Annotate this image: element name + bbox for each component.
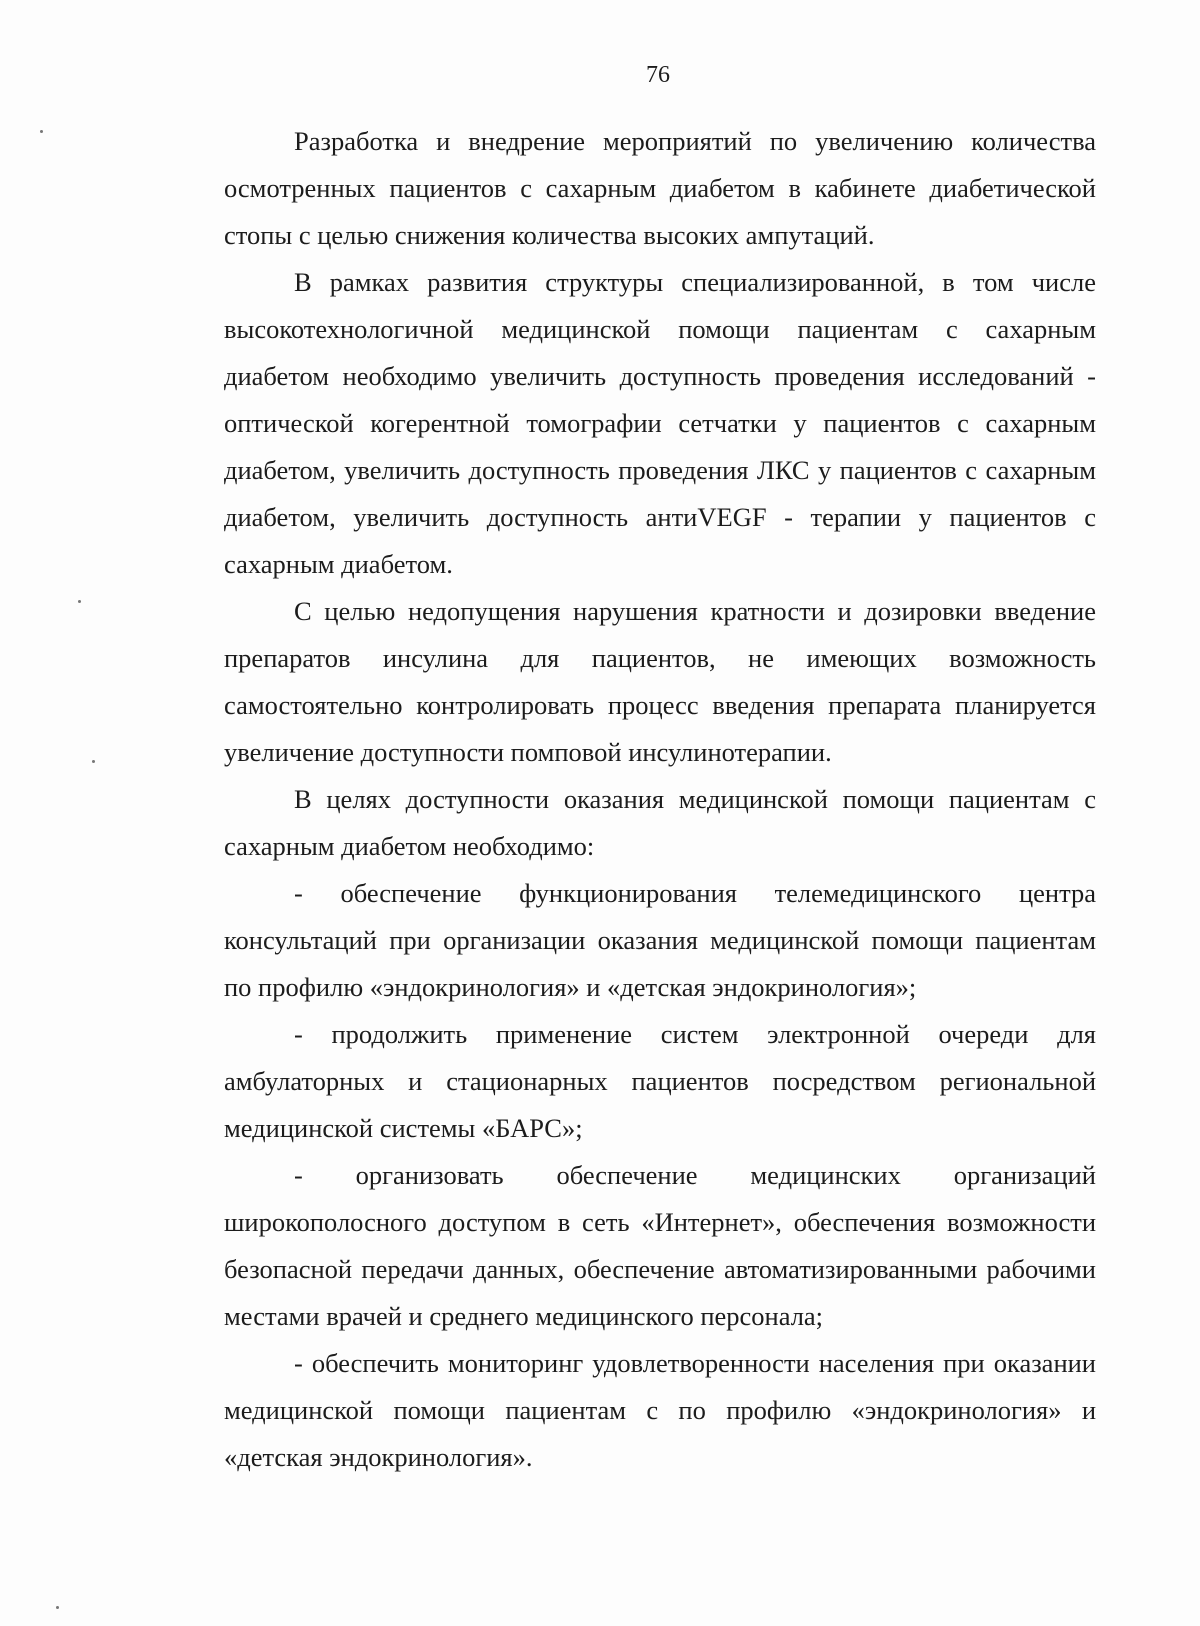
paragraph-foot-clinic: Разработка и внедрение мероприятий по увеличению количества осмотренных пациентов с сахарным диабетом в кабинете диабетической стопы с целью снижения количества высоких ампутаций. [224, 126, 1096, 250]
list-item-broadband-access: - организовать обеспечение медицинских организаций широкополосного доступом в сеть «Интернет», обеспечения возможности безопасной передачи данных, обеспечение автоматизированными рабочими местами врачей и среднего медицинского персонала; [224, 1160, 1096, 1331]
page-number: 76 [646, 62, 670, 88]
list-item-satisfaction-monitoring: - обеспечить мониторинг удовлетворенности населения при оказании медицинской помощи пациентам с по профилю «эндокринология» и «детская эндокринология». [224, 1348, 1096, 1472]
scan-speck [92, 760, 95, 763]
paragraph-accessibility-intro: В целях доступности оказания медицинской помощи пациентам с сахарным диабетом необходимо: [224, 784, 1096, 861]
paragraph-specialized-care: В рамках развития структуры специализированной, в том числе высокотехнологичной медицинской помощи пациентам с сахарным диабетом необходимо увеличить доступность проведения исследований - оптической когерентной томографии сетчатки у пациентов с сахарным диабетом, увеличить доступность проведения ЛКС у пациентов с сахарным диабетом, увеличить доступность антиVEGF - терапии у пациентов с сахарным диабетом. [224, 267, 1096, 579]
scan-speck [78, 600, 81, 603]
list-item-electronic-queue: - продолжить применение систем электронной очереди для амбулаторных и стационарных пациентов посредством региональной медицинской системы «БАРС»; [224, 1019, 1096, 1143]
paragraph-insulin-pump: С целью недопущения нарушения кратности и дозировки введение препаратов инсулина для пациентов, не имеющих возможность самостоятельно контролировать процесс введения препарата планируется увеличение доступности помповой инсулинотерапии. [224, 596, 1096, 767]
scan-speck [40, 130, 43, 133]
list-item-telemedicine: - обеспечение функционирования телемедицинского центра консультаций при организации оказания медицинской помощи пациентам по профилю «эндокринология» и «детская эндокринология»; [224, 878, 1096, 1002]
document-body [224, 118, 1096, 1481]
scan-speck [56, 1606, 59, 1609]
